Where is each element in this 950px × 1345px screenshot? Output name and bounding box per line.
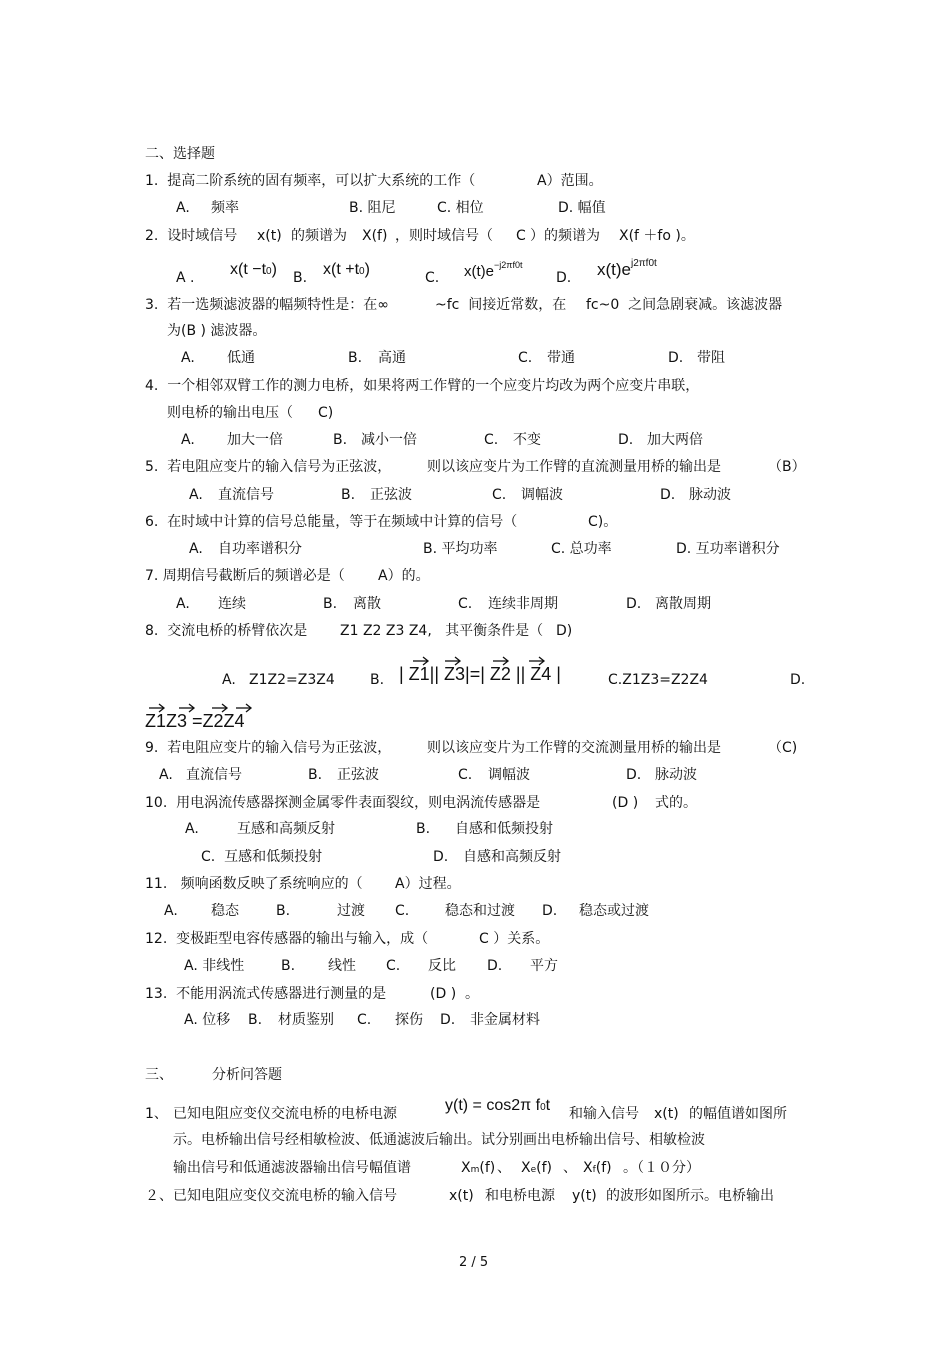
- q5-option-b-text: 正弦波: [370, 487, 412, 503]
- q12-option-d: D.: [487, 958, 503, 974]
- q10-stem-end: 式的。: [655, 795, 697, 811]
- q3-stem-1: 3. 若一选频滤波器的幅频特性是：在∞: [145, 297, 389, 313]
- q2-option-c: C.: [425, 270, 440, 286]
- q3-option-b-text: 高通: [378, 350, 406, 366]
- q11-option-b-text: 过渡: [337, 903, 365, 919]
- q4-option-c: C.: [484, 432, 499, 448]
- p1-line-2: 示。电桥输出信号经相敏检波、低通滤波后输出。试分别画出电桥输出信号、相敏检波: [173, 1132, 705, 1148]
- p2-text-e: 的波形如图所示。电桥输出: [606, 1188, 774, 1204]
- q7-answer: A）的。: [378, 568, 430, 584]
- q4-option-b-text: 减小一倍: [361, 432, 417, 448]
- q5-option-c-text: 调幅波: [521, 487, 563, 503]
- q13-option-d: D.: [440, 1012, 456, 1028]
- q13-option-d-text: 非金属材料: [470, 1012, 540, 1028]
- q9-option-b: B.: [308, 767, 323, 783]
- q5-option-d-text: 脉动波: [689, 487, 731, 503]
- q1-answer: A）范围。: [537, 173, 603, 189]
- q6-answer: C)。: [588, 514, 618, 530]
- q2-stem-2: x(t): [257, 228, 282, 244]
- p1-separator-1: 、: [497, 1160, 511, 1176]
- q5-stem-1: 5. 若电阻应变片的输入信号为正弦波，: [145, 459, 392, 475]
- q13-option-c: C.: [357, 1012, 372, 1028]
- q11-option-b: B.: [276, 903, 291, 919]
- q2-option-b: B.: [293, 270, 308, 286]
- q3-option-d: D.: [668, 350, 684, 366]
- q13-option-c-text: 探伤: [395, 1012, 423, 1028]
- q6-stem: 6. 在时域中计算的信号总能量，等于在频域中计算的信号（: [145, 514, 518, 530]
- q9-option-d: D.: [626, 767, 642, 783]
- q7-option-a-text: 连续: [218, 596, 246, 612]
- q3-stem-4: 为(B ) 滤波器。: [167, 323, 267, 339]
- q4-answer: C): [318, 405, 334, 421]
- q9-option-c-text: 调幅波: [488, 767, 530, 783]
- vector-arrow-icon: [210, 702, 230, 714]
- q9-option-a-text: 直流信号: [186, 767, 242, 783]
- q3-option-d-text: 带阻: [697, 350, 725, 366]
- q10-option-b: B.: [416, 821, 431, 837]
- q7-option-b: B.: [323, 596, 338, 612]
- q3-option-c-text: 带通: [547, 350, 575, 366]
- q7-option-b-text: 离散: [353, 596, 381, 612]
- q7-option-a: A.: [176, 596, 190, 612]
- q3-option-a: A.: [181, 350, 195, 366]
- q8-option-b-formula: | Z1|| Z3|=| Z2 || Z4 |: [399, 664, 561, 684]
- p1-text-d: 的幅值谱如图所: [689, 1106, 787, 1122]
- q10-option-a: A.: [185, 821, 199, 837]
- q2-option-c-formula: $x(t)e^{-j2\pi f0t}$: [464, 260, 523, 280]
- q3-stem-2: ~fc 间接近常数，在: [435, 297, 567, 313]
- q11-stem: 11. 频响函数反映了系统响应的（: [145, 876, 363, 892]
- p2-text-d: y(t): [572, 1188, 597, 1204]
- p1-spectrum-xf: Xf(f): [583, 1160, 612, 1176]
- q12-option-a: A. 非线性: [184, 958, 245, 974]
- q1-option-c: C. 相位: [437, 200, 484, 216]
- q11-option-d-text: 稳态或过渡: [579, 903, 649, 919]
- q11-option-a: A.: [164, 903, 178, 919]
- q1-option-a-text: 频率: [211, 200, 239, 216]
- vector-arrow-icon: [234, 702, 254, 714]
- q2-option-a: A .: [176, 270, 195, 286]
- q8-option-a: A.: [222, 672, 236, 688]
- q3-option-c: C.: [518, 350, 533, 366]
- q7-option-c-text: 连续非周期: [488, 596, 558, 612]
- q11-answer: A）过程。: [395, 876, 461, 892]
- q11-option-d: D.: [542, 903, 558, 919]
- q8-stem-1: 8. 交流电桥的桥臂依次是: [145, 623, 308, 639]
- q3-option-b: B.: [348, 350, 363, 366]
- q13-option-b-text: 材质鉴别: [278, 1012, 334, 1028]
- q1-stem: 1. 提高二阶系统的固有频率，可以扩大系统的工作（: [145, 173, 476, 189]
- q9-option-d-text: 脉动波: [655, 767, 697, 783]
- p2-text-a: ２、已知电阻应变仪交流电桥的输入信号: [145, 1188, 397, 1204]
- q9-option-a: A.: [159, 767, 173, 783]
- q6-option-d: D. 互功率谱积分: [676, 541, 780, 557]
- p1-spectrum-xe: Xe(f): [521, 1160, 552, 1176]
- vector-arrow-icon: [147, 702, 167, 714]
- q9-stem-2: 则以该应变片为工作臂的交流测量用桥的输出是: [427, 740, 721, 756]
- q9-stem-1: 9. 若电阻应变片的输入信号为正弦波，: [145, 740, 392, 756]
- q12-option-c-text: 反比: [428, 958, 456, 974]
- q8-answer: D): [556, 623, 573, 639]
- q2-stem-5: ，则时域信号（: [395, 228, 493, 244]
- q10-option-d: D.: [433, 849, 449, 865]
- q12-answer: C ）关系。: [479, 931, 550, 947]
- q7-option-d: D.: [626, 596, 642, 612]
- q12-option-d-text: 平方: [530, 958, 558, 974]
- page-number: 2 / 5: [459, 1255, 489, 1270]
- q11-option-a-text: 稳态: [211, 903, 239, 919]
- vector-arrow-icon: [177, 702, 197, 714]
- q2-stem-6: C: [516, 228, 526, 244]
- q10-stem: 10. 用电涡流传感器探测金属零件表面裂纹，则电涡流传感器是: [145, 795, 541, 811]
- q3-stem-3: fc~0 之间急剧衰减。该滤波器: [586, 297, 783, 313]
- q10-option-c: C. 互感和低频投射: [201, 849, 323, 865]
- vector-arrow-icon: [443, 655, 463, 667]
- q8-option-a-text: Z1Z2=Z3Z4: [249, 672, 335, 688]
- q2-stem-7: ）的频谱为: [530, 228, 600, 244]
- section-title-analysis-number: 三、: [145, 1067, 173, 1083]
- q6-option-b: B. 平均功率: [423, 541, 498, 557]
- p1-spectrum-xm: Xm(f): [461, 1160, 496, 1176]
- q4-stem-1: 4. 一个相邻双臂工作的测力电桥，如果将两工作臂的一个应变片均改为两个应变片串联，: [145, 378, 700, 394]
- q7-option-c: C.: [458, 596, 473, 612]
- q5-answer: （B）: [768, 459, 806, 475]
- q8-option-d: D.: [790, 672, 806, 688]
- vector-arrow-icon: [491, 655, 511, 667]
- q4-option-b: B.: [333, 432, 348, 448]
- p1-separator-2: 、: [563, 1160, 577, 1176]
- q9-option-b-text: 正弦波: [337, 767, 379, 783]
- q5-option-b: B.: [341, 487, 356, 503]
- q4-option-c-text: 不变: [513, 432, 541, 448]
- p1-text-a: 已知电阻应变仪交流电桥的电桥电源: [173, 1106, 397, 1122]
- q9-answer: （C): [768, 740, 798, 756]
- q10-option-d-text: 自感和高频反射: [463, 849, 561, 865]
- q12-stem: 12. 变极距型电容传感器的输出与输入，成（: [145, 931, 429, 947]
- q2-option-a-formula: x(t −t0): [230, 261, 277, 278]
- q4-option-a: A.: [181, 432, 195, 448]
- q13-option-b: B.: [248, 1012, 263, 1028]
- q2-stem-1: 2. 设时域信号: [145, 228, 238, 244]
- q5-option-a-text: 直流信号: [218, 487, 274, 503]
- q6-option-a: A.: [189, 541, 203, 557]
- q2-option-b-formula: x(t +t0): [323, 261, 370, 278]
- q2-option-d-formula: $x(t)e^{j2\pi f0t}$: [597, 258, 657, 279]
- q8-option-c: C.Z1Z3=Z2Z4: [608, 672, 708, 688]
- q1-option-a: A.: [176, 200, 190, 216]
- p2-text-b: x(t): [449, 1188, 474, 1204]
- q11-option-c-text: 稳态和过渡: [445, 903, 515, 919]
- q7-option-d-text: 离散周期: [655, 596, 711, 612]
- q2-stem-4: X(f): [362, 228, 388, 244]
- p1-score: 。（１０分）: [623, 1160, 700, 1176]
- q5-stem-2: 则以该应变片为工作臂的直流测量用桥的输出是: [427, 459, 721, 475]
- q8-option-d-formula: Z1Z3 =Z2Z4: [145, 711, 245, 731]
- q1-option-d: D. 幅值: [558, 200, 606, 216]
- p2-text-c: 和电桥电源: [485, 1188, 555, 1204]
- q4-option-a-text: 加大一倍: [227, 432, 283, 448]
- q10-option-a-text: 互感和高频反射: [237, 821, 335, 837]
- q5-option-c: C.: [492, 487, 507, 503]
- q8-option-b: B.: [370, 672, 385, 688]
- q12-option-b-text: 线性: [328, 958, 356, 974]
- q9-option-c: C.: [458, 767, 473, 783]
- q1-option-b: B. 阻尼: [349, 200, 396, 216]
- p1-formula: y(t) = cos2π f0t: [445, 1097, 551, 1114]
- q11-option-c: C.: [395, 903, 410, 919]
- section-title-analysis: 分析问答题: [212, 1067, 282, 1083]
- q12-option-b: B.: [281, 958, 296, 974]
- q13-stem: 13. 不能用涡流式传感器进行测量的是: [145, 986, 387, 1002]
- p1-text-c: x(t): [654, 1106, 679, 1122]
- q10-answer: (D ): [612, 795, 639, 811]
- q6-option-a-text: 自功率谱积分: [218, 541, 302, 557]
- p1-number: 1、: [145, 1106, 168, 1122]
- q3-option-a-text: 低通: [227, 350, 255, 366]
- q8-stem-2: Z1 Z2 Z3 Z4, 其平衡条件是（: [340, 623, 544, 639]
- q13-answer: (D ) 。: [430, 986, 480, 1002]
- q4-option-d: D.: [618, 432, 634, 448]
- q5-option-d: D.: [660, 487, 676, 503]
- q5-option-a: A.: [189, 487, 203, 503]
- q7-stem: 7. 周期信号截断后的频谱必是（: [145, 568, 345, 584]
- section-title-choice: 二、选择题: [145, 146, 215, 162]
- p1-line-3: 输出信号和低通滤波器输出信号幅值谱: [173, 1160, 411, 1176]
- q2-stem-3: 的频谱为: [291, 228, 347, 244]
- q10-option-b-text: 自感和低频投射: [455, 821, 553, 837]
- vector-arrow-icon: [527, 655, 547, 667]
- q12-option-c: C.: [386, 958, 401, 974]
- q2-stem-8: X(f ＋fo )。: [619, 228, 695, 244]
- q4-stem-2: 则电桥的输出电压（: [167, 405, 293, 421]
- vector-arrow-icon: [411, 655, 431, 667]
- p1-text-b: 和输入信号: [569, 1106, 639, 1122]
- q13-option-a: A. 位移: [184, 1012, 231, 1028]
- q4-option-d-text: 加大两倍: [647, 432, 703, 448]
- q6-option-c: C. 总功率: [551, 541, 612, 557]
- q2-option-d: D.: [556, 270, 572, 286]
